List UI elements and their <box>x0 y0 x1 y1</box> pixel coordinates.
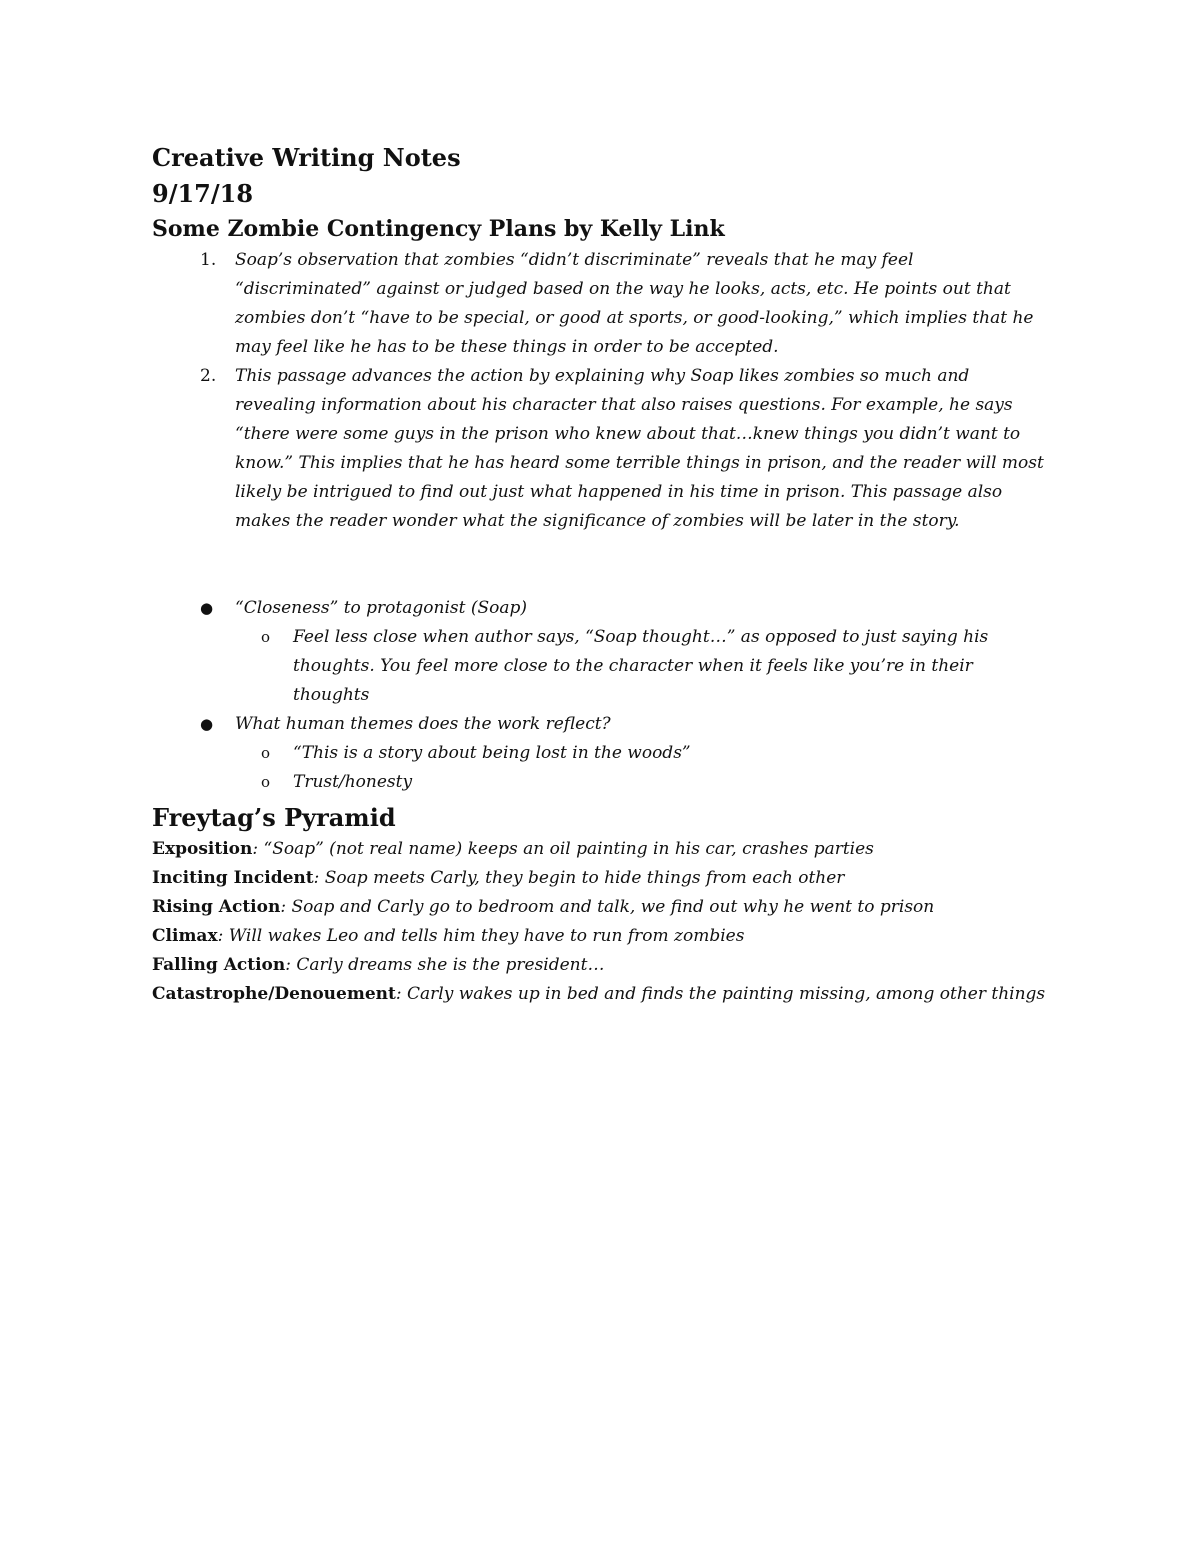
pyramid-label: Falling Action <box>152 955 286 975</box>
pyramid-item-inciting-incident: Inciting Incident: Soap meets Carly, they begin to hide things from each other <box>152 868 845 888</box>
sub-list-item <box>235 739 1052 768</box>
sub-list <box>235 623 1052 710</box>
answers-list <box>152 246 1052 536</box>
pyramid-text: Carly dreams she is the president… <box>296 955 605 975</box>
pyramid-label: Catastrophe/Denouement <box>152 984 396 1004</box>
pyramid-item-climax: Climax: Will wakes Leo and tells him they have to run from zombies <box>152 926 745 946</box>
pyramid-heading: Freytag’s Pyramid <box>152 803 396 832</box>
pyramid-item-rising-action: Rising Action: Soap and Carly go to bedroom and talk, we find out why he went to prison <box>152 897 935 917</box>
document-title: Creative Writing Notes <box>152 143 461 172</box>
pyramid-text: “Soap” (not real name) keeps an oil painting in his car, crashes parties <box>263 839 874 859</box>
pyramid-item-falling-action: Falling Action: Carly dreams she is the president… <box>152 955 605 975</box>
pyramid-label: Climax <box>152 926 218 946</box>
list-item <box>152 710 1052 797</box>
sub-list <box>235 739 1052 797</box>
bullet-icon: ● <box>200 715 214 733</box>
pyramid-label: Inciting Incident <box>152 868 314 888</box>
circle-bullet-icon: o <box>261 744 271 762</box>
pyramid-text: Will wakes Leo and tells him they have to run from zombies <box>228 926 745 946</box>
list-item-text: Soap’s observation that zombies “didn’t discriminate” reveals that he may feel “discriminated” against or judged based on the way he looks, acts, etc. He points out that zombies don’t “have to be special, or good at sports, or good-looking,” which implies that he may feel like he has to be these things in order to be accepted. <box>235 250 1034 357</box>
circle-bullet-icon: o <box>261 628 271 646</box>
pyramid-item-denouement: Catastrophe/Denouement: Carly wakes up in bed and finds the painting missing, among other things <box>152 984 1046 1004</box>
story-heading: Some Zombie Contingency Plans by Kelly Link <box>152 216 725 242</box>
bullet-icon: ● <box>200 599 214 617</box>
list-item <box>152 246 1052 362</box>
notes-list <box>152 594 1052 797</box>
circle-bullet-icon: o <box>261 773 271 791</box>
list-item <box>152 362 1052 536</box>
sub-list-item <box>235 768 1052 797</box>
pyramid-label: Rising Action <box>152 897 281 917</box>
pyramid-text: Soap meets Carly, they begin to hide things from each other <box>324 868 845 888</box>
document-date: 9/17/18 <box>152 179 254 208</box>
sub-list-item-text: “This is a story about being lost in the woods” <box>293 743 691 763</box>
list-item-text: This passage advances the action by explaining why Soap likes zombies so much and revealing information about his character that also raises questions. For example, he says “there were some guys in the prison who knew about that…knew things you didn’t want to know.” This implies that he has heard some terrible things in prison, and the reader will most likely be intrigued to find out just what happened in his time in prison. This passage also makes the reader wonder what the significance of zombies will be later in the story. <box>235 366 1044 531</box>
list-number: 1. <box>200 250 217 270</box>
list-item-text: What human themes does the work reflect? <box>235 714 611 734</box>
pyramid-label: Exposition <box>152 839 253 859</box>
list-item <box>152 594 1052 710</box>
pyramid-text: Soap and Carly go to bedroom and talk, we find out why he went to prison <box>291 897 935 917</box>
list-number: 2. <box>200 366 217 386</box>
pyramid-item-exposition: Exposition: “Soap” (not real name) keeps an oil painting in his car, crashes parties <box>152 839 874 859</box>
list-item-text: “Closeness” to protagonist (Soap) <box>235 598 528 618</box>
document-content <box>152 140 1052 1009</box>
sub-list-item-text: Trust/honesty <box>293 772 413 792</box>
pyramid-text: Carly wakes up in bed and finds the painting missing, among other things <box>407 984 1046 1004</box>
sub-list-item-text: Feel less close when author says, “Soap thought…” as opposed to just saying his thoughts. You feel more close to the character when it feels like you’re in their thoughts <box>293 627 989 705</box>
sub-list-item <box>235 623 1052 710</box>
